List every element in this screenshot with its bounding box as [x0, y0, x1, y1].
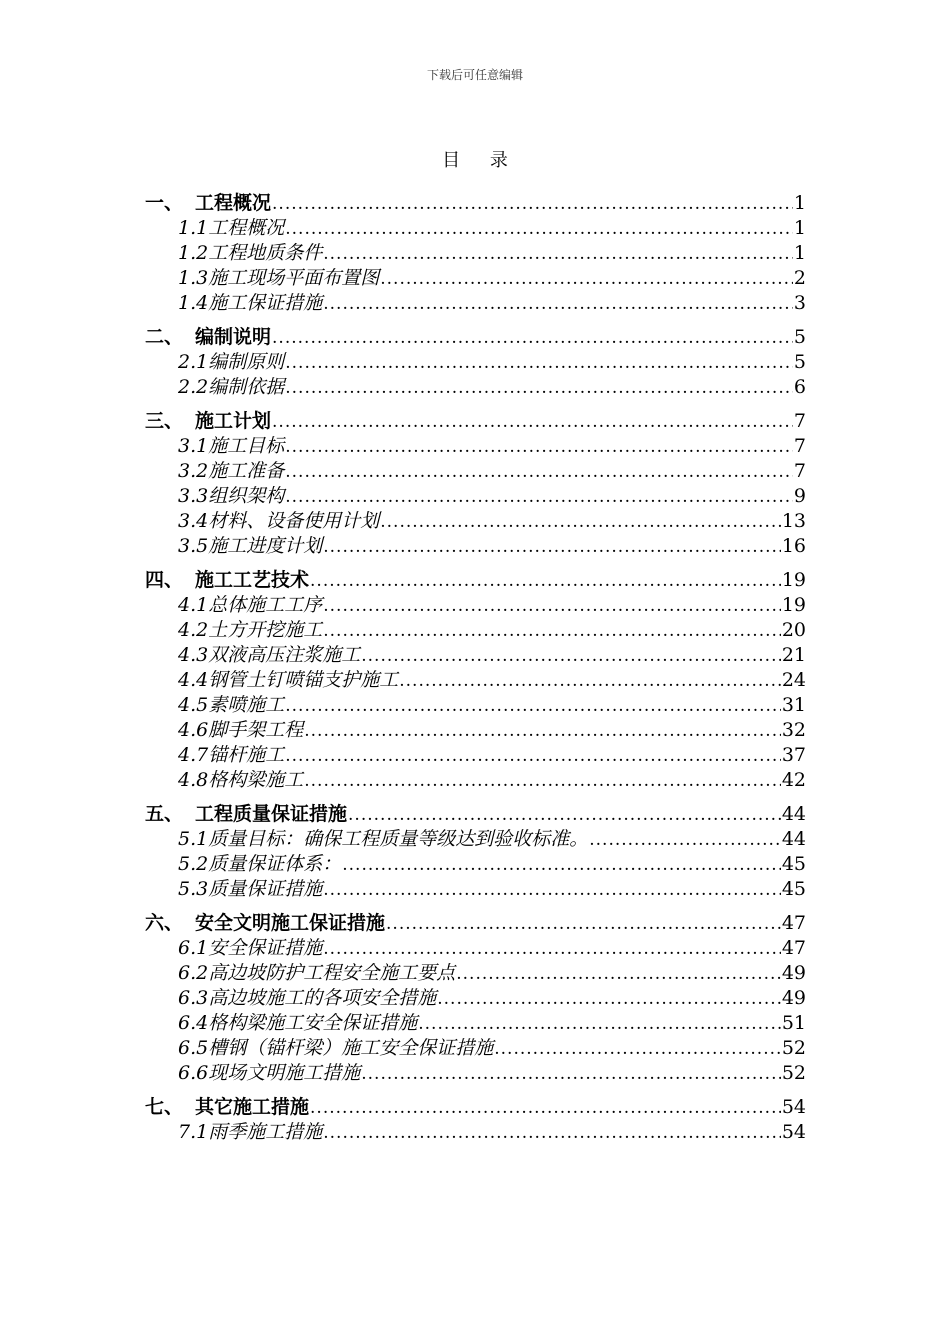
toc-dot-leader	[361, 644, 781, 669]
toc-dot-leader	[285, 485, 793, 510]
toc-page-number: 37	[781, 744, 806, 766]
toc-page-number: 19	[781, 594, 806, 616]
toc-entry-label: 施工准备	[208, 460, 285, 482]
toc-section-entry[interactable]	[145, 509, 806, 534]
toc-dot-leader	[310, 569, 781, 594]
toc-section-entry[interactable]	[145, 768, 806, 793]
toc-dot-leader	[285, 376, 793, 401]
toc-dot-leader	[323, 535, 781, 560]
toc-entry-label: 高边坡施工的各项安全措施	[208, 987, 437, 1009]
toc-entry-label: 材料、设备使用计划	[208, 510, 380, 532]
toc-entry-label: 施工工艺技术	[195, 569, 310, 591]
table-of-contents	[145, 188, 806, 1145]
toc-entry-label: 编制依据	[208, 376, 285, 398]
toc-dot-leader	[310, 1096, 781, 1121]
toc-section-entry[interactable]	[145, 1036, 806, 1061]
toc-entry-number: 4.5	[178, 694, 209, 716]
toc-dot-leader	[380, 267, 793, 292]
toc-dot-leader	[272, 410, 793, 435]
toc-dot-leader	[323, 1121, 781, 1146]
toc-entry-number: 1.4	[178, 292, 209, 314]
toc-dot-leader	[386, 912, 781, 937]
toc-title: 目 录	[442, 150, 520, 171]
toc-section-entry[interactable]	[145, 668, 806, 693]
toc-dot-leader	[494, 1037, 781, 1062]
toc-entry-label: 质量保证措施	[208, 878, 323, 900]
toc-page-number: 20	[781, 619, 806, 641]
toc-entry-label: 钢管土钉喷锚支护施工	[208, 669, 399, 691]
toc-page-number: 49	[781, 987, 806, 1009]
toc-entry-label: 工程概况	[195, 192, 272, 214]
toc-section-entry[interactable]	[145, 1120, 806, 1145]
toc-dot-leader	[323, 242, 793, 267]
toc-entry-number: 2.1	[178, 351, 209, 373]
toc-section-entry[interactable]	[145, 291, 806, 316]
toc-entry-label: 编制原则	[208, 351, 285, 373]
toc-entry-number: 一、	[145, 192, 184, 214]
toc-page-number: 54	[781, 1121, 806, 1143]
toc-entry-number: 1.1	[178, 217, 209, 239]
toc-section-entry[interactable]	[145, 986, 806, 1011]
toc-page-number: 54	[781, 1096, 806, 1118]
toc-page-number: 51	[781, 1012, 806, 1034]
toc-page-number: 24	[781, 669, 806, 691]
toc-entry-number: 3.2	[178, 460, 209, 482]
toc-entry-number: 1.2	[178, 242, 209, 264]
toc-entry-label: 工程质量保证措施	[195, 803, 348, 825]
toc-section-entry[interactable]	[145, 1011, 806, 1036]
toc-dot-leader	[456, 962, 781, 987]
toc-page-number: 7	[793, 460, 806, 482]
toc-page-number: 47	[781, 912, 806, 934]
toc-section-entry[interactable]	[145, 961, 806, 986]
toc-entry-number: 3.4	[178, 510, 209, 532]
toc-section-entry[interactable]	[145, 693, 806, 718]
toc-section-entry[interactable]	[145, 593, 806, 618]
toc-page-number: 6	[793, 376, 806, 398]
toc-dot-leader	[323, 619, 781, 644]
toc-section-entry[interactable]	[145, 459, 806, 484]
toc-entry-number: 6.3	[178, 987, 209, 1009]
toc-entry-label: 其它施工措施	[195, 1096, 310, 1118]
toc-entry-label: 工程地质条件	[208, 242, 323, 264]
toc-entry-label: 高边坡防护工程安全施工要点	[208, 962, 456, 984]
toc-dot-leader	[323, 937, 781, 962]
toc-page-number: 52	[781, 1037, 806, 1059]
toc-dot-leader	[380, 510, 781, 535]
toc-entry-number: 四、	[145, 569, 184, 591]
toc-entry-number: 6.2	[178, 962, 209, 984]
toc-page-number: 3	[793, 292, 806, 314]
toc-entry-label: 施工保证措施	[208, 292, 323, 314]
toc-dot-leader	[285, 744, 781, 769]
toc-dot-leader	[418, 1012, 781, 1037]
toc-page-number: 44	[781, 828, 806, 850]
toc-entry-label: 土方开挖施工	[208, 619, 323, 641]
toc-entry-number: 六、	[145, 912, 184, 934]
toc-chapter-entry[interactable]	[145, 802, 806, 827]
toc-page-number: 47	[781, 937, 806, 959]
toc-entry-number: 3.5	[178, 535, 209, 557]
toc-entry-label: 施工计划	[195, 410, 272, 432]
toc-entry-label: 安全保证措施	[208, 937, 323, 959]
toc-dot-leader	[285, 694, 781, 719]
toc-dot-leader	[285, 217, 793, 242]
toc-page-number: 1	[793, 192, 806, 214]
toc-dot-leader	[348, 803, 781, 828]
toc-page-number: 52	[781, 1062, 806, 1084]
toc-section-entry[interactable]	[145, 718, 806, 743]
toc-entry-number: 三、	[145, 410, 184, 432]
toc-entry-number: 3.3	[178, 485, 209, 507]
toc-page-number: 7	[793, 435, 806, 457]
toc-chapter-entry[interactable]	[145, 409, 806, 434]
toc-page-number: 45	[781, 878, 806, 900]
toc-entry-label: 总体施工工序	[208, 594, 323, 616]
toc-entry-label: 安全文明施工保证措施	[195, 912, 386, 934]
toc-page-number: 5	[793, 351, 806, 373]
toc-page-number: 42	[781, 769, 806, 791]
toc-section-entry[interactable]	[145, 534, 806, 559]
toc-section-entry[interactable]	[145, 852, 806, 877]
toc-dot-leader	[323, 878, 781, 903]
toc-section-entry[interactable]	[145, 827, 806, 852]
toc-entry-number: 5.2	[178, 853, 209, 875]
toc-section-entry[interactable]	[145, 877, 806, 902]
toc-entry-label: 雨季施工措施	[208, 1121, 323, 1143]
toc-dot-leader	[342, 853, 781, 878]
toc-page-number: 9	[793, 485, 806, 507]
toc-entry-label: 工程概况	[208, 217, 285, 239]
toc-dot-leader	[285, 435, 793, 460]
toc-section-entry[interactable]	[145, 375, 806, 400]
toc-entry-label: 锚杆施工	[208, 744, 285, 766]
toc-entry-number: 4.3	[178, 644, 209, 666]
toc-entry-number: 6.4	[178, 1012, 209, 1034]
toc-entry-label: 质量保证体系：	[208, 853, 342, 875]
toc-dot-leader	[361, 1062, 781, 1087]
toc-entry-number: 6.6	[178, 1062, 209, 1084]
toc-entry-label: 施工进度计划	[208, 535, 323, 557]
toc-dot-leader	[589, 828, 781, 853]
toc-entry-number: 2.2	[178, 376, 209, 398]
toc-entry-label: 脚手架工程	[208, 719, 304, 741]
toc-entry-label: 格构梁施工	[208, 769, 304, 791]
toc-chapter-entry[interactable]	[145, 325, 806, 350]
toc-page-number: 44	[781, 803, 806, 825]
toc-chapter-entry[interactable]	[145, 568, 806, 593]
toc-entry-label: 组织架构	[208, 485, 285, 507]
toc-entry-number: 七、	[145, 1096, 184, 1118]
toc-entry-number: 4.1	[178, 594, 209, 616]
toc-entry-number: 4.4	[178, 669, 209, 691]
toc-dot-leader	[323, 292, 793, 317]
toc-page-number: 31	[781, 694, 806, 716]
toc-page-number: 2	[793, 267, 806, 289]
toc-section-entry[interactable]	[145, 434, 806, 459]
toc-dot-leader	[304, 719, 781, 744]
toc-page-number: 49	[781, 962, 806, 984]
toc-section-entry[interactable]	[145, 643, 806, 668]
toc-entry-number: 五、	[145, 803, 184, 825]
toc-entry-label: 双液高压注浆施工	[208, 644, 361, 666]
toc-page-number: 1	[793, 242, 806, 264]
toc-section-entry[interactable]	[145, 484, 806, 509]
toc-page-number: 19	[781, 569, 806, 591]
toc-page-number: 21	[781, 644, 806, 666]
toc-section-entry[interactable]	[145, 743, 806, 768]
toc-entry-number: 5.3	[178, 878, 209, 900]
toc-entry-number: 4.2	[178, 619, 209, 641]
toc-dot-leader	[285, 460, 793, 485]
toc-entry-number: 4.6	[178, 719, 209, 741]
toc-entry-number: 4.7	[178, 744, 209, 766]
toc-chapter-entry[interactable]	[145, 911, 806, 936]
toc-entry-number: 6.5	[178, 1037, 209, 1059]
toc-entry-label: 现场文明施工措施	[208, 1062, 361, 1084]
toc-dot-leader	[272, 192, 793, 217]
toc-entry-label: 施工现场平面布置图	[208, 267, 380, 289]
toc-section-entry[interactable]	[145, 216, 806, 241]
toc-entry-label: 质量目标：确保工程质量等级达到验收标准。	[208, 828, 589, 850]
toc-page-number: 7	[793, 410, 806, 432]
toc-entry-number: 7.1	[178, 1121, 209, 1143]
toc-section-entry[interactable]	[145, 936, 806, 961]
toc-entry-number: 1.3	[178, 267, 209, 289]
toc-section-entry[interactable]	[145, 618, 806, 643]
toc-page-number: 16	[781, 535, 806, 557]
page-header: 下载后可任意编辑	[426, 68, 523, 82]
toc-dot-leader	[285, 351, 793, 376]
toc-dot-leader	[399, 669, 781, 694]
toc-dot-leader	[272, 326, 793, 351]
toc-entry-number: 4.8	[178, 769, 209, 791]
toc-page-number: 32	[781, 719, 806, 741]
toc-entry-label: 素喷施工	[208, 694, 285, 716]
toc-entry-number: 6.1	[178, 937, 209, 959]
toc-entry-number: 3.1	[178, 435, 209, 457]
toc-section-entry[interactable]	[145, 241, 806, 266]
toc-entry-label: 格构梁施工安全保证措施	[208, 1012, 418, 1034]
toc-page-number: 1	[793, 217, 806, 239]
toc-page-number: 13	[781, 510, 806, 532]
toc-chapter-entry[interactable]	[145, 191, 806, 216]
toc-page-number: 45	[781, 853, 806, 875]
toc-entry-label: 施工目标	[208, 435, 285, 457]
toc-entry-number: 二、	[145, 326, 184, 348]
toc-entry-label: 槽钢（锚杆梁）施工安全保证措施	[208, 1037, 494, 1059]
toc-dot-leader	[323, 594, 781, 619]
toc-entry-number: 5.1	[178, 828, 209, 850]
toc-dot-leader	[437, 987, 781, 1012]
toc-section-entry[interactable]	[145, 350, 806, 375]
toc-chapter-entry[interactable]	[145, 1095, 806, 1120]
toc-page-number: 5	[793, 326, 806, 348]
toc-dot-leader	[304, 769, 781, 794]
toc-entry-label: 编制说明	[195, 326, 272, 348]
toc-section-entry[interactable]	[145, 266, 806, 291]
toc-section-entry[interactable]	[145, 1061, 806, 1086]
